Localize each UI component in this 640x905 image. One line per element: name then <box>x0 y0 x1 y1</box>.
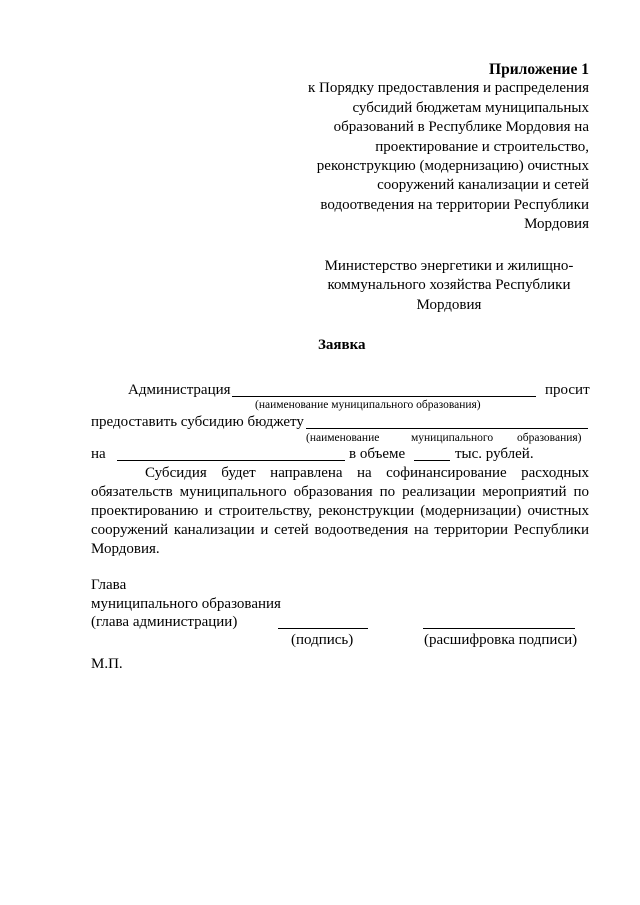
appendix-line: водоотведения на территории Республики <box>320 196 589 213</box>
budget-name-field[interactable] <box>306 416 588 429</box>
municipality-hint: (наименование муниципального образования) <box>255 399 481 411</box>
appendix-line: субсидий бюджетам муниципальных <box>352 99 589 116</box>
addressee-line: Мордовия <box>416 296 482 313</box>
municipality-name-field[interactable] <box>232 384 536 397</box>
body-line: Субсидия будет направлена на софинансирование расходных <box>145 465 589 481</box>
stamp-place: М.П. <box>91 656 123 672</box>
appendix-line: сооружений канализации и сетей <box>377 177 589 194</box>
signature-decode-hint: (расшифровка подписи) <box>424 632 578 648</box>
na-label: на <box>91 446 106 462</box>
signature-decode-field[interactable] <box>423 616 575 629</box>
addressee-block <box>322 257 576 315</box>
body-line: обязательств муниципального образования по реализации мероприятий по <box>91 484 589 500</box>
body-line-last: Мордовия. <box>91 541 160 557</box>
request-word: просит <box>545 382 590 398</box>
thousand-rubles-label: тыс. рублей. <box>455 446 534 462</box>
head-line: (глава администрации) <box>91 614 238 630</box>
head-line: муниципального образования <box>91 596 281 612</box>
appendix-line: проектирование и строительство, <box>375 138 589 155</box>
appendix-line: образований в Республике Мордовия на <box>333 119 589 136</box>
appendix-block <box>308 60 589 235</box>
appendix-title: Приложение 1 <box>489 61 589 78</box>
administration-label: Администрация <box>128 382 231 398</box>
body-line: проектированию и строительству, реконструкции (модернизации) очистных <box>91 503 589 519</box>
head-line: Глава <box>91 577 127 593</box>
appendix-line: Мордовия <box>524 216 589 233</box>
addressee-line: коммунального хозяйства Республики <box>327 277 571 294</box>
appendix-line: реконструкцию (модернизацию) очистных <box>316 158 589 175</box>
budget-hint-part: образования) <box>517 432 582 444</box>
provide-subsidy-label: предоставить субсидию бюджету <box>91 414 304 430</box>
addressee-line: Министерство энергетики и жилищно- <box>324 258 574 274</box>
purpose-field[interactable] <box>117 448 345 461</box>
body-line: сооружений канализации и сетей водоотведения на территории Республики <box>91 522 589 538</box>
amount-field[interactable] <box>414 448 450 461</box>
budget-hint-part: муниципального <box>411 432 494 444</box>
volume-label: в объеме <box>349 446 406 462</box>
form-title: Заявка <box>318 337 366 353</box>
budget-hint-part: (наименование <box>306 432 380 444</box>
signature-field[interactable] <box>278 616 368 629</box>
signature-hint: (подпись) <box>291 632 354 648</box>
appendix-line: к Порядку предоставления и распределения <box>308 80 589 97</box>
